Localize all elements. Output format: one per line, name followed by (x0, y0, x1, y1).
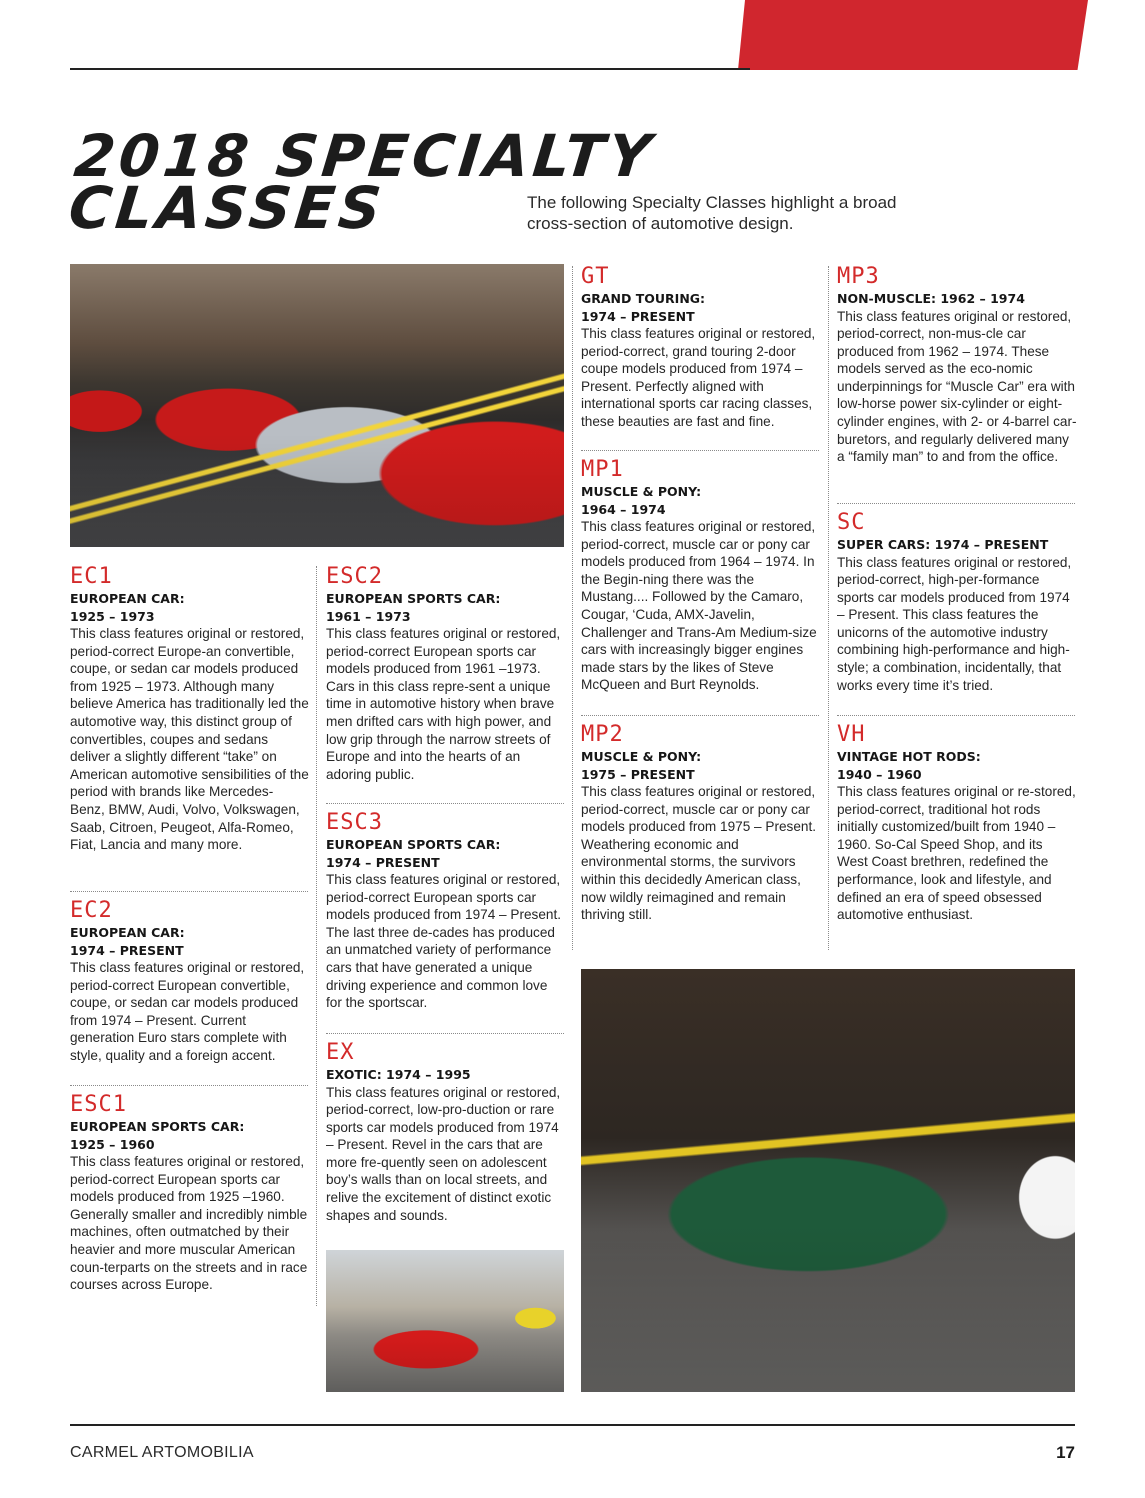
class-subtitle: VINTAGE HOT RODS: (837, 749, 981, 764)
class-years: 1974 – PRESENT (70, 942, 184, 958)
divider (70, 1085, 308, 1086)
top-rule (70, 68, 750, 70)
divider (326, 803, 564, 804)
class-entry-ec1 (70, 566, 310, 854)
class-description: This class features original or restored, period-correct, high-per-formance sports car models produced from 1974 – Present. This class features the unicorns of the automotive industry combining high-performance and high-style; a combination, incidentally, that works every time it’s tried. (837, 554, 1072, 693)
class-entry-ex (326, 1042, 566, 1224)
class-years: 1975 – PRESENT (581, 766, 695, 782)
class-entry-sc (837, 512, 1077, 694)
class-description: This class features original or restored, period-correct, grand touring 2-door coupe models produced from 1974 – Present. Perfectly aligned with international sports car racing classes, these beauties are fast and fine. (581, 326, 816, 429)
red-convertible-photo (326, 1250, 564, 1392)
page-title-line2: CLASSES (65, 174, 389, 242)
class-years: 1974 – PRESENT (581, 308, 695, 324)
class-entry-mp1 (581, 459, 823, 694)
class-entry-vh (837, 724, 1077, 924)
class-entry-ec2 (70, 900, 310, 1065)
divider (326, 1033, 564, 1034)
class-code: MP2 (581, 722, 624, 747)
street-car-show-photo (70, 264, 564, 547)
class-entry-esc3 (326, 812, 566, 1012)
class-entry-gt (581, 266, 823, 431)
green-sports-car-photo (581, 969, 1075, 1392)
class-code: MP3 (837, 264, 880, 289)
class-description: This class features original or restored, period-correct European convertible, coupe, or sedan car models produced from 1974 – Present. Current generation Euro stars complete with style, quality and a foreign accent. (70, 960, 305, 1063)
class-years: 1925 – 1960 (70, 1136, 155, 1152)
class-entry-esc2 (326, 566, 566, 783)
class-description: This class features original or re-stored, period-correct, traditional hot rods initially customized/built from 1940 – 1960. So-Cal Speed Shop, and its West Coast brethren, redefined the performance, look and lifestyle, and defined an era of speed obsessed automotive enthusiast. (837, 784, 1076, 923)
class-subtitle: EUROPEAN CAR: (70, 925, 185, 940)
class-entry-mp2 (581, 724, 823, 924)
class-years: 1961 – 1973 (326, 608, 411, 624)
class-subtitle: GRAND TOURING: (581, 291, 706, 306)
class-subtitle: EXOTIC: 1974 – 1995 (326, 1067, 471, 1082)
class-code: EX (326, 1040, 355, 1065)
class-code: ESC3 (326, 810, 383, 835)
intro-text: The following Specialty Classes highlight a broad cross-section of automotive design. (527, 193, 897, 233)
class-code: ESC1 (70, 1092, 127, 1117)
page-title-line1: 2018 SPECIALTY (71, 122, 658, 190)
header-accent-tab (738, 0, 1088, 70)
divider (837, 715, 1075, 716)
divider (581, 450, 819, 451)
column-divider (828, 266, 829, 950)
class-subtitle: EUROPEAN CAR: (70, 591, 185, 606)
class-years: 1974 – PRESENT (326, 854, 440, 870)
page-number: 17 (1056, 1443, 1075, 1462)
divider (837, 503, 1075, 504)
publication-name: CARMEL ARTOMOBILIA (70, 1444, 254, 1461)
class-code: SC (837, 510, 866, 535)
class-code: GT (581, 264, 610, 289)
bottom-rule (70, 1424, 1075, 1426)
class-code: ESC2 (326, 564, 383, 589)
class-subtitle: EUROPEAN SPORTS CAR: (326, 837, 501, 852)
class-description: This class features original or restored, period-correct, low-pro-duction or rare sports car models produced from 1974 – Present. Revel in the cars that are more fre-quently seen on adolescent boy’s walls than on local streets, and relive the excitement of distinct exotic shapes and sounds. (326, 1084, 561, 1223)
class-code: VH (837, 722, 866, 747)
class-entry-esc1 (70, 1094, 310, 1294)
class-subtitle: MUSCLE & PONY: (581, 749, 702, 764)
class-description: This class features original or restored, period-correct Europe-an convertible, coupe, or sedan car models produced from 1925 – 1973. Although many believe America has traditionally led the automotive way, this distinct group of convertibles, coupes and sedans deliver a slightly different “take” on American automotive sensibilities of the period with brands like Mercedes- Benz, BMW, Audi, Volvo, Volkswagen, Saab, Citroen, Peugeot, Alfa-Romeo, Fiat, Lancia and many more. (70, 626, 309, 853)
class-code: EC1 (70, 564, 113, 589)
divider (70, 891, 308, 892)
class-years: 1940 – 1960 (837, 766, 922, 782)
class-description: This class features original or restored, period-correct, muscle car or pony car models produced from 1964 – 1974. In the Begin-ning there was the Mustang.... Followed by the Camaro, Cougar, ‘Cuda, AMX-Javelin, Challenger and Trans-Am Medium-size cars with increasingly bigger engines made stars by the likes of Steve McQueen and Burt Reynolds. (581, 519, 817, 693)
divider (581, 715, 819, 716)
column-divider (572, 266, 573, 950)
class-years: 1925 – 1973 (70, 608, 155, 624)
class-subtitle: EUROPEAN SPORTS CAR: (70, 1119, 245, 1134)
class-subtitle: SUPER CARS: 1974 – PRESENT (837, 537, 1049, 552)
class-description: This class features original or restored, period-correct European sports car models produced from 1974 – Present. The last three de-cades has produced an unmatched variety of performance cars that have generated a unique driving experience and common love for the sportscar. (326, 872, 562, 1011)
class-subtitle: MUSCLE & PONY: (581, 484, 702, 499)
class-entry-mp3 (837, 266, 1077, 466)
class-subtitle: NON-MUSCLE: 1962 – 1974 (837, 291, 1025, 306)
class-years: 1964 – 1974 (581, 501, 666, 517)
class-description: This class features original or restored, period-correct European sports car models produced from 1961 –1973. Cars in this class repre-sent a unique time in automotive history when brave men drifted cars with high power, and low grip through the narrow streets of Europe and into the hearts of an adoring public. (326, 626, 561, 782)
class-description: This class features original or restored, period-correct, non-mus-cle car produced from 1962 – 1974. These models served as the eco-nomic underpinnings for “Muscle Car” era with low-horse power six-cylinder or eight-cylinder engines, with 2- or 4-barrel car-buretors, and regularly delivered many a “family man” to and from the office. (837, 308, 1077, 465)
class-description: This class features original or restored, period-correct European sports car models produced from 1925 –1960. Generally smaller and incredibly nimble machines, often outmatched by their heavier and more muscular American coun-terparts on the streets and in race courses across Europe. (70, 1154, 308, 1293)
class-code: MP1 (581, 457, 624, 482)
class-code: EC2 (70, 898, 113, 923)
class-subtitle: EUROPEAN SPORTS CAR: (326, 591, 501, 606)
column-divider (316, 566, 317, 1306)
class-description: This class features original or restored, period-correct, muscle car or pony car models produced from 1975 – Present. Weathering economic and environmental storms, the survivors within this decidedly American class, now wildly reimagined and remain thriving still. (581, 784, 817, 923)
